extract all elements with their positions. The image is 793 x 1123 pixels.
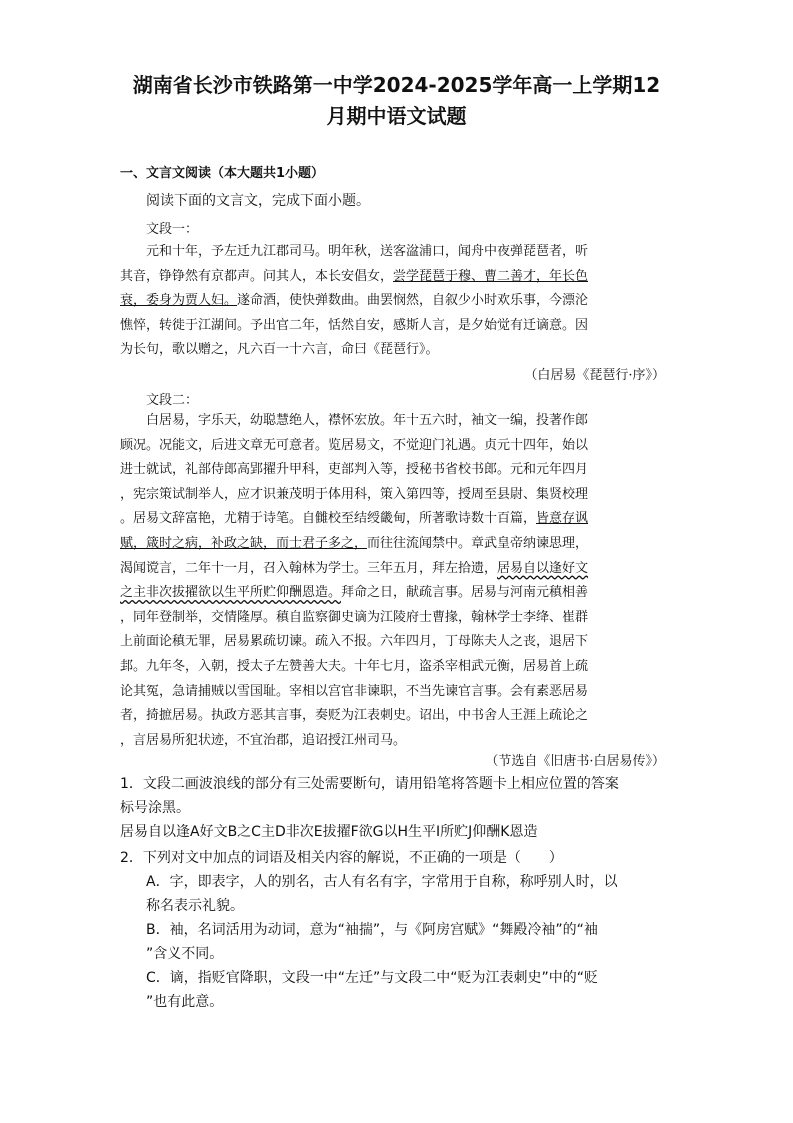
underlined-text: 赋，箴时之病，补政之缺，而士君子多之，: [120, 535, 368, 551]
title-line-1: 湖南省长沙市铁路第一中学2024-2025学年高一上学期12: [132, 73, 661, 97]
option-b: B．袖，名词活用为动词，意为“袖揣”，与《阿房宫赋》“舞殿冷袖”的“袖 ”含义不同。: [146, 922, 598, 962]
passage1-line: 其音，铮铮然有京都声。问其人，本长安倡女，尝学琵琶于穆、曹二善才，年长色: [120, 268, 589, 284]
passage1-source: （白居易《琵琶行·序》）: [524, 368, 665, 383]
title-line-2: 月期中语文试题: [326, 104, 467, 128]
underlined-text: 衰，委身为贾人妇。: [120, 293, 238, 309]
passage1-line: 憔悴，转徙于江湖间。予出官二年，恬然自安，感斯人言，是夕始觉有迁谪意。因: [120, 317, 589, 333]
passage2-line: 上前面论稹无罪，居易累疏切谏。疏入不报。六年四月，丁母陈夫人之丧，退居下: [120, 634, 589, 650]
option-a: A．字，即表字，人的别名，古人有名有字，字常用于自称，称呼别人时，以 称名表示礼貌。: [146, 874, 618, 914]
question-1-line: 1．文段二画波浪线的部分有三处需要断句，请用铅笔将答题卡上相应位置的答案: [120, 776, 619, 792]
passage1-line: 为长句，歌以赠之，凡六百一十六言，命曰《琵琶行》。: [120, 342, 439, 358]
question-2-stem: 2．下列对文中加点的词语及相关内容的解说，不正确的一项是（ ）: [120, 850, 563, 866]
passage1-label: 文段一：: [146, 222, 199, 237]
option-c: C．谪，指贬官降职，文段一中“左迁”与文段二中“贬为江表刺史”中的“贬 ”也有此意。: [146, 970, 599, 1010]
page-title: [0, 70, 793, 132]
passage2-label: 文段二：: [146, 393, 199, 408]
passage2-line: 邽。九年冬，入朝，授太子左赞善大夫。十年七月，盗杀宰相武元衡，居易首上疏: [120, 658, 589, 674]
passage1-line: 元和十年，予左迁九江郡司马。明年秋，送客湓浦口，闻舟中夜弹琵琶者，听: [146, 244, 589, 259]
passage2-line: 论其冤，急请捕贼以雪国耻。宰相以宫官非谏职，不当先谏官言事。会有素恶居易: [120, 683, 589, 699]
section-heading: 一、文言文阅读（本大题共1小题）: [120, 166, 325, 181]
passage2-line: 之主非次拔擢欲以生平所贮仰酬恩造。拜命之日，献疏言事。居易与河南元稹相善: [120, 585, 589, 601]
passage2-line: 者，掎摭居易。执政方恶其言事，奏贬为江表刺史。诏出，中书舍人王涯上疏论之: [120, 708, 589, 724]
passage2-line: 白居易，字乐天，幼聪慧绝人，襟怀宏放。年十五六时，袖文一编，投著作郎: [146, 413, 589, 428]
passage2-line: ，宪宗策试制举人，应才识兼茂明于体用科，策入第四等，授周至县尉、集贤校理: [120, 486, 589, 502]
passage1-line: 衰，委身为贾人妇。遂命酒，使快弹数曲。曲罢悯然，自叙少小时欢乐事，今漂沦: [120, 293, 589, 309]
passage2-line: ，同年登制举，交情隆厚。稹自监察御史谪为江陵府士曹掾，翰林学士李绛、崔群: [120, 609, 589, 625]
passage2-line: 赋，箴时之病，补政之缺，而士君子多之，而往往流闻禁中。章武皇帝纳谏思理，: [120, 535, 589, 551]
passage2-line: 。居易文辞富艳，尤精于诗笔。自雠校至结绶畿甸，所著歌诗数十百篇，皆意存讽: [120, 511, 589, 527]
question-1-answer-line: 居易自以逢A好文B之C主D非次E拔擢F欲G以H生平I所贮J仰酬K恩造: [120, 824, 538, 840]
passage2-line: 顾况。况能文，后进文章无可意者。览居易文，不觉迎门礼遇。贞元十四年，始以: [120, 437, 589, 453]
passage2-body: [120, 409, 668, 753]
intro-text: 阅读下面的文言文，完成下面小题。: [146, 193, 370, 209]
passage2-line: 进士就试，礼部侍郎高郢擢升甲科，吏部判入等，授秘书省校书郎。元和元年四月: [120, 462, 589, 478]
question-1: [120, 772, 680, 844]
wavy-underlined-text: 之主非次拔擢欲以生平所贮仰酬恩造。: [120, 585, 342, 601]
wavy-underlined-text: 居易自以逢好文: [497, 560, 589, 576]
question-1-line: 标号涂黑。: [120, 800, 190, 816]
passage2-line: 渴闻谠言，二年十一月，召入翰林为学士。三年五月，拜左拾遗，居易自以逢好文: [120, 560, 589, 576]
passage1-body: [120, 240, 668, 363]
underlined-text: 尝学琵琶于穆、曹二善才，年长色: [393, 268, 589, 284]
passage2-source: （节选自《旧唐书·白居易传》）: [485, 754, 665, 769]
underlined-text: 皆意存讽: [536, 511, 589, 527]
passage2-line: ，言居易所犯状迹，不宜治郡，追诏授江州司马。: [120, 732, 407, 748]
